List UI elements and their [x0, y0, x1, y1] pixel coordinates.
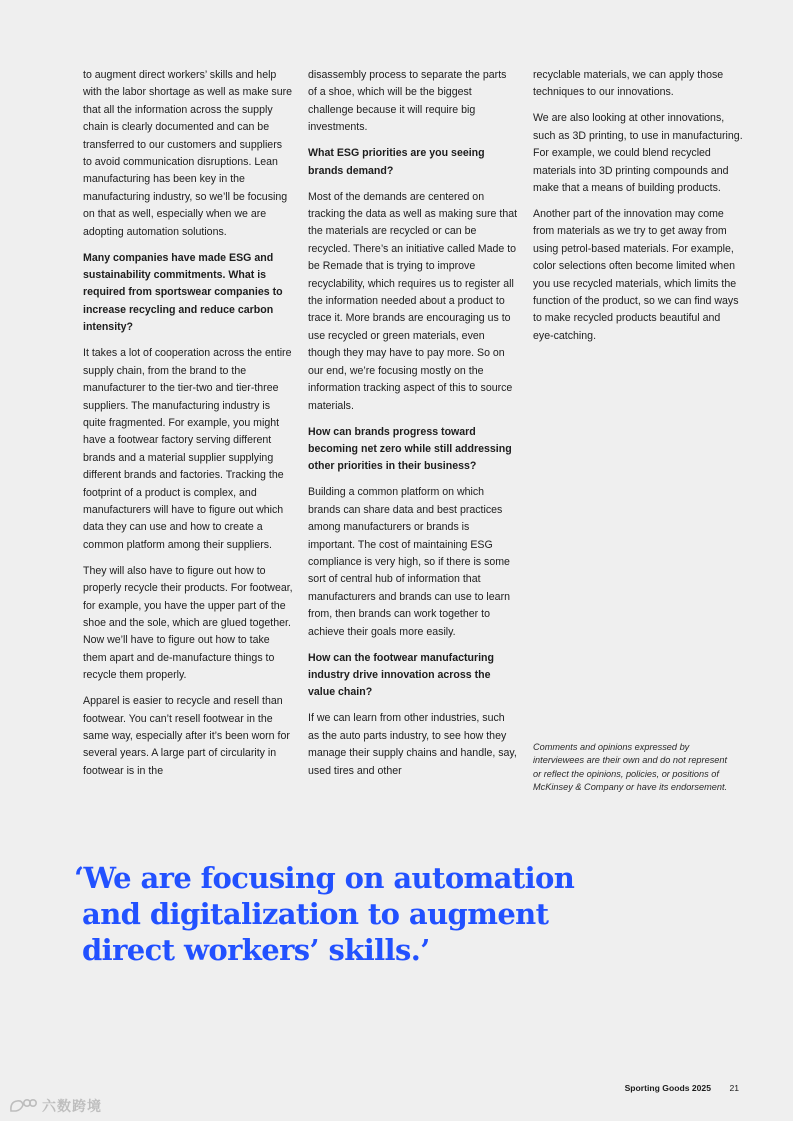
body-paragraph: It takes a lot of cooperation across the entire supply chain, from the brand to the manufacturer to the tier-two and tier-three suppliers. The manufacturing industry is quite fragmented. For example, you might have a footwear factory serving different brands and a material supplier supplying different brands and factories. Tracking the footprint of a product is complex, and manufacturers will have to figure out which data they can use and how to create a common platform among their suppliers. — [83, 347, 292, 551]
watermark — [8, 1095, 102, 1117]
question-heading: How can the footwear manufacturing industry drive innovation across the value chain? — [308, 651, 494, 699]
page-footer — [0, 1083, 793, 1097]
text-column-1 — [83, 67, 293, 789]
disclaimer-note: Comments and opinions expressed by interviewees are their own and do not represent or reflect the opinions, policies, or positions of McKinsey & Company or have its endorsement. — [533, 742, 728, 793]
watermark-text: 六数跨境 — [42, 1098, 102, 1114]
text-column-3 — [533, 67, 743, 354]
pull-quote-line: direct workers’ skills.’ — [82, 933, 430, 967]
watermark-logo-icon — [8, 1096, 38, 1116]
text-column-2 — [308, 67, 518, 789]
body-paragraph: disassembly process to separate the parts of a shoe, which will be the biggest challenge because it will require big investments. — [308, 69, 507, 134]
body-paragraph: to augment direct workers’ skills and help with the labor shortage as well as make sure that all the information across the supply chain is clearly documented and can be transferred to our customers and suppliers to avoid communication disruptions. Lean manufacturing has been key in the manufacturing industry, so we’ll be focusing on that as well, especially when we are adopting automation solutions. — [83, 69, 293, 238]
body-paragraph: We are also looking at other innovations, such as 3D printing, to use in manufacturing. For example, we could blend recycled materials into 3D printing compounds and make that a means of building products. — [533, 112, 743, 195]
body-paragraph: Most of the demands are centered on tracking the data as well as making sure that the materials are recycled or can be recycled. There’s an initiative called Made to be Remade that is trying to improve recyclability, which requires us to register all the information needed about a product to trace it. More brands are encouraging us to use recycled or green materials, even though they may have to pay more. So on our end, we’re focusing mostly on the information tracking aspect of this to source materials. — [308, 190, 518, 412]
pull-quote-line: and digitalization to augment — [82, 897, 549, 931]
body-paragraph: If we can learn from other industries, such as the auto parts industry, to see how they manage their supply chains and handle, say, used tires and other — [308, 712, 517, 777]
body-paragraph: They will also have to figure out how to properly recycle their products. For footwear, for example, you have the upper part of the shoe and the sole, which are glued together. Now we’ll have to figure out how to take them apart and de-manufacture things to recycle them properly. — [83, 564, 293, 682]
pull-quote — [74, 860, 574, 968]
body-paragraph: Apparel is easier to recycle and resell than footwear. You can’t resell footwear in the same way, especially after it’s been worn for several years. A large part of circularity in footwear is in the — [83, 695, 290, 777]
body-paragraph: Another part of the innovation may come from materials as we try to get away from using petrol-based materials. For example, color selections often become limited when you use recycled materials, which limits the function of the product, so we can find ways to make recycled products beautiful and eye-catching. — [533, 208, 739, 342]
question-heading: What ESG priorities are you seeing brands demand? — [308, 147, 485, 177]
question-heading: How can brands progress toward becoming net zero while still addressing other priorities in their business? — [308, 425, 512, 473]
question-heading: Many companies have made ESG and sustainability commitments. What is required from sportswear companies to increase recycling and reduce carbon intensity? — [83, 251, 283, 334]
footer-publication-title: Sporting Goods 2025 — [624, 1083, 711, 1093]
page-number: 21 — [729, 1083, 739, 1093]
body-paragraph: Building a common platform on which brands can share data and best practices among manufacturers or brands is important. The cost of maintaining ESG compliance is very high, so if there is some sort of central hub of information that manufacturers and brands can use to learn from, then brands can work together to achieve their goals more easily. — [308, 486, 510, 638]
pull-quote-line: ‘We are focusing on automation — [74, 861, 575, 895]
body-paragraph: recyclable materials, we can apply those techniques to our innovations. — [533, 69, 724, 99]
